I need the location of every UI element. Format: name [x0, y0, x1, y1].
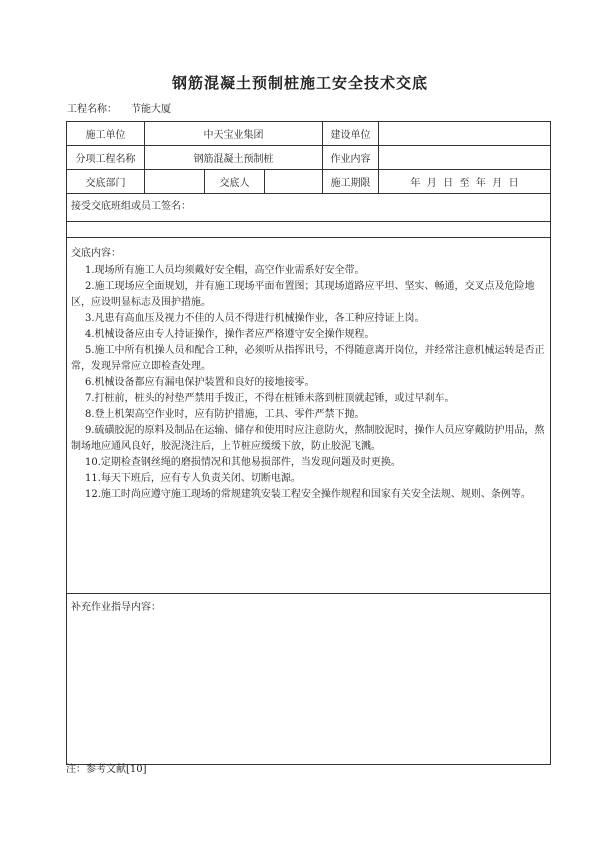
- content-item-1: 1.现场所有施工人员均须戴好安全帽，高空作业需系好安全带。: [85, 265, 365, 276]
- disclosure-form-table: [66, 121, 551, 765]
- content-item-9: 9.硫磺胶泥的原料及制品在运输、储存和使用时应注意防火，熬制胶泥时，操作人员应穿戴防护用品，熬制场地应通风良好，胶泥浇注后，上节桩应缓缓下放，防止胶泥飞溅。: [71, 425, 545, 452]
- content-item-12: 12.施工时尚应遵守施工现场的常规建筑安装工程安全操作规程和国家有关安全法规、规则、条例等。: [85, 489, 531, 500]
- content-item-3: 3.凡患有高血压及视力不佳的人员不得进行机械操作业，各工种应持证上岗。: [85, 313, 425, 324]
- form-row-content: [67, 238, 551, 594]
- form-row-signature: [67, 194, 551, 222]
- document-title: 钢筋混凝土预制桩施工安全技术交底: [171, 74, 428, 92]
- disclosure-content-cell: [67, 238, 551, 594]
- discloser-value: [265, 170, 323, 194]
- builder-unit-label: 建设单位: [323, 122, 379, 146]
- form-row-supplement: [67, 594, 551, 765]
- form-row-department: [67, 170, 551, 194]
- project-name-value: 节能大厦: [131, 104, 171, 115]
- disclosure-dept-label: 交底部门: [67, 170, 145, 194]
- discloser-label: 交底人: [205, 170, 265, 194]
- construction-unit-label: 施工单位: [67, 122, 145, 146]
- construction-unit-value: 中天宝业集团: [145, 122, 323, 146]
- content-item-2: 2.施工现场应全面规划，并有施工现场平面布置图；其现场道路应平坦、坚实、畅通，交叉点及危险地区，应设明显标志及围护措施。: [71, 281, 535, 308]
- work-content-value: [379, 146, 551, 170]
- subproject-name-value: 钢筋混凝土预制桩: [145, 146, 323, 170]
- form-row-unit: [67, 122, 551, 146]
- content-item-4: 4.机械设备应由专人持证操作，操作者应严格遵守安全操作规程。: [85, 329, 375, 340]
- content-item-10: 10.定期检查钢丝绳的磨损情况和其他易损部件，当发现问题及时更换。: [85, 457, 401, 468]
- construction-period-value: 年 月 日 至 年 月 日: [379, 170, 551, 194]
- content-item-6: 6.机械设备都应有漏电保护装置和良好的接地接零。: [85, 377, 315, 388]
- disclosure-dept-value: [145, 170, 205, 194]
- content-item-5: 5.施工中所有机操人员和配合工种，必须听从指挥讯号，不得随意离开岗位，并经常注意机械运转是否正常，发现异常应立即检查处理。: [71, 345, 545, 372]
- disclosure-content-label: 交底内容：: [71, 248, 121, 259]
- project-name-label: 工程名称：: [67, 104, 117, 115]
- subproject-name-label: 分项工程名称: [67, 146, 145, 170]
- content-item-11: 11.每天下班后，应有专人负责关闭、切断电源。: [85, 473, 301, 484]
- project-name-line: [67, 100, 171, 115]
- builder-unit-value: [379, 122, 551, 146]
- work-content-label: 作业内容: [323, 146, 379, 170]
- form-row-subproject: [67, 146, 551, 170]
- form-row-blank: [67, 222, 551, 238]
- signature-label: 接受交底班组或员工签名：: [67, 194, 551, 222]
- content-item-8: 8.登上机架高空作业时，应有防护措施，工具、零件严禁下抛。: [85, 409, 365, 420]
- supplement-guidance-label: 补充作业指导内容：: [67, 594, 551, 765]
- reference-note: 注：参考文献[10]: [66, 764, 147, 775]
- content-item-7: 7.打桩前，桩头的衬垫严禁用手拨正，不得在桩锤未落到桩顶就起锤，或过早刹车。: [85, 393, 455, 404]
- construction-period-label: 施工期限: [323, 170, 379, 194]
- blank-row: [67, 222, 551, 238]
